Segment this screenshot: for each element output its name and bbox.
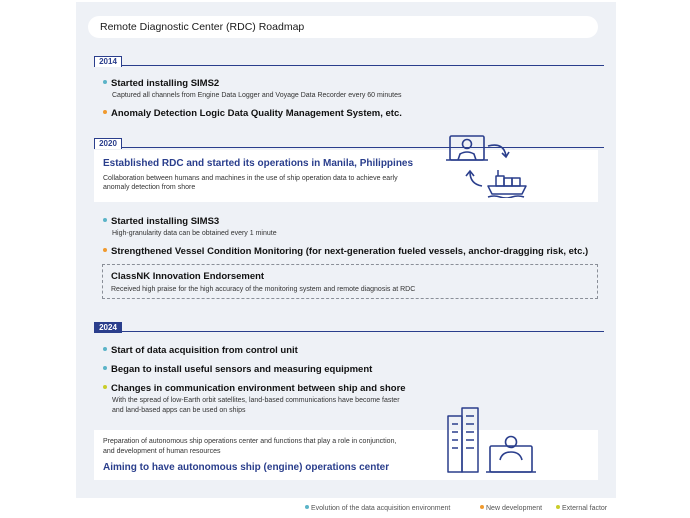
year-divider-2014 — [94, 54, 604, 66]
legend-item-data-acquisition: Evolution of the data acquisition environment — [305, 505, 450, 512]
teal-dot-icon — [103, 80, 107, 84]
sims3-description: High-granularity data can be obtained every 1 minute — [112, 230, 277, 237]
prep-line2: and development of human resources — [103, 448, 221, 455]
communication-desc-line2: and land-based apps can be used on ships — [112, 407, 246, 414]
item-vessel-monitoring: Strengthened Vessel Condition Monitoring (for next-generation fueled vessels, anchor-dragging risk, etc.) — [103, 246, 588, 257]
autonomous-goal: Aiming to have autonomous ship (engine) operations center — [103, 462, 390, 473]
teal-dot-icon — [103, 366, 107, 370]
rdc-desc-line1: Collaboration between humans and machines in the use of ship operation data to achieve early — [103, 175, 398, 182]
item-sensors: Began to install useful sensors and measuring equipment — [103, 364, 372, 375]
operator-icon — [486, 437, 536, 473]
communication-desc-line1: With the spread of low-Earth orbit satellites, land-based communications have become faster — [112, 397, 400, 404]
roadmap-panel — [76, 2, 616, 498]
year-divider-2024 — [94, 320, 604, 332]
teal-dot-icon — [103, 218, 107, 222]
teal-dot-icon — [103, 347, 107, 351]
endorsement-description: Received high praise for the high accuracy of the monitoring system and remote diagnosis at RDC — [111, 286, 416, 293]
prep-line1: Preparation of autonomous ship operations center and functions that play a role in conjunction, — [103, 438, 397, 445]
roadmap-title: Remote Diagnostic Center (RDC) Roadmap — [88, 16, 598, 38]
operator-at-computer-icon — [446, 136, 488, 160]
office-buildings-icon — [448, 408, 478, 472]
buildings-operator-illustration — [444, 406, 544, 478]
cycle-arrows-icon — [466, 145, 509, 186]
item-communication-environment: Changes in communication environment between ship and shore — [103, 383, 406, 394]
orange-dot-icon — [103, 110, 107, 114]
legend-item-new-development: New development — [480, 505, 542, 512]
legend-item-external-factor: External factor — [556, 505, 607, 512]
classnk-endorsement-box — [102, 264, 598, 299]
operator-ship-illustration — [444, 126, 534, 198]
orange-dot-icon — [103, 248, 107, 252]
orange-dot-icon — [480, 505, 484, 509]
yellow-dot-icon — [556, 505, 560, 509]
yellow-dot-icon — [103, 385, 107, 389]
item-sims2: Started installing SIMS2 — [103, 78, 219, 89]
year-tag-2020: 2020 — [94, 138, 122, 149]
item-sims3: Started installing SIMS3 — [103, 216, 219, 227]
cargo-ship-icon — [488, 170, 526, 198]
sims2-description: Captured all channels from Engine Data Logger and Voyage Data Recorder every 60 minutes — [112, 92, 402, 99]
endorsement-title: ClassNK Innovation Endorsement — [111, 271, 265, 282]
rdc-desc-line2: anomaly detection from shore — [103, 184, 196, 191]
item-anomaly-detection: Anomaly Detection Logic Data Quality Management System, etc. — [103, 108, 402, 119]
year-tag-2014: 2014 — [94, 56, 122, 67]
item-control-unit-data: Start of data acquisition from control unit — [103, 345, 298, 356]
year-tag-2024: 2024 — [94, 322, 122, 333]
teal-dot-icon — [305, 505, 309, 509]
rdc-headline: Established RDC and started its operations in Manila, Philippines — [103, 158, 414, 169]
